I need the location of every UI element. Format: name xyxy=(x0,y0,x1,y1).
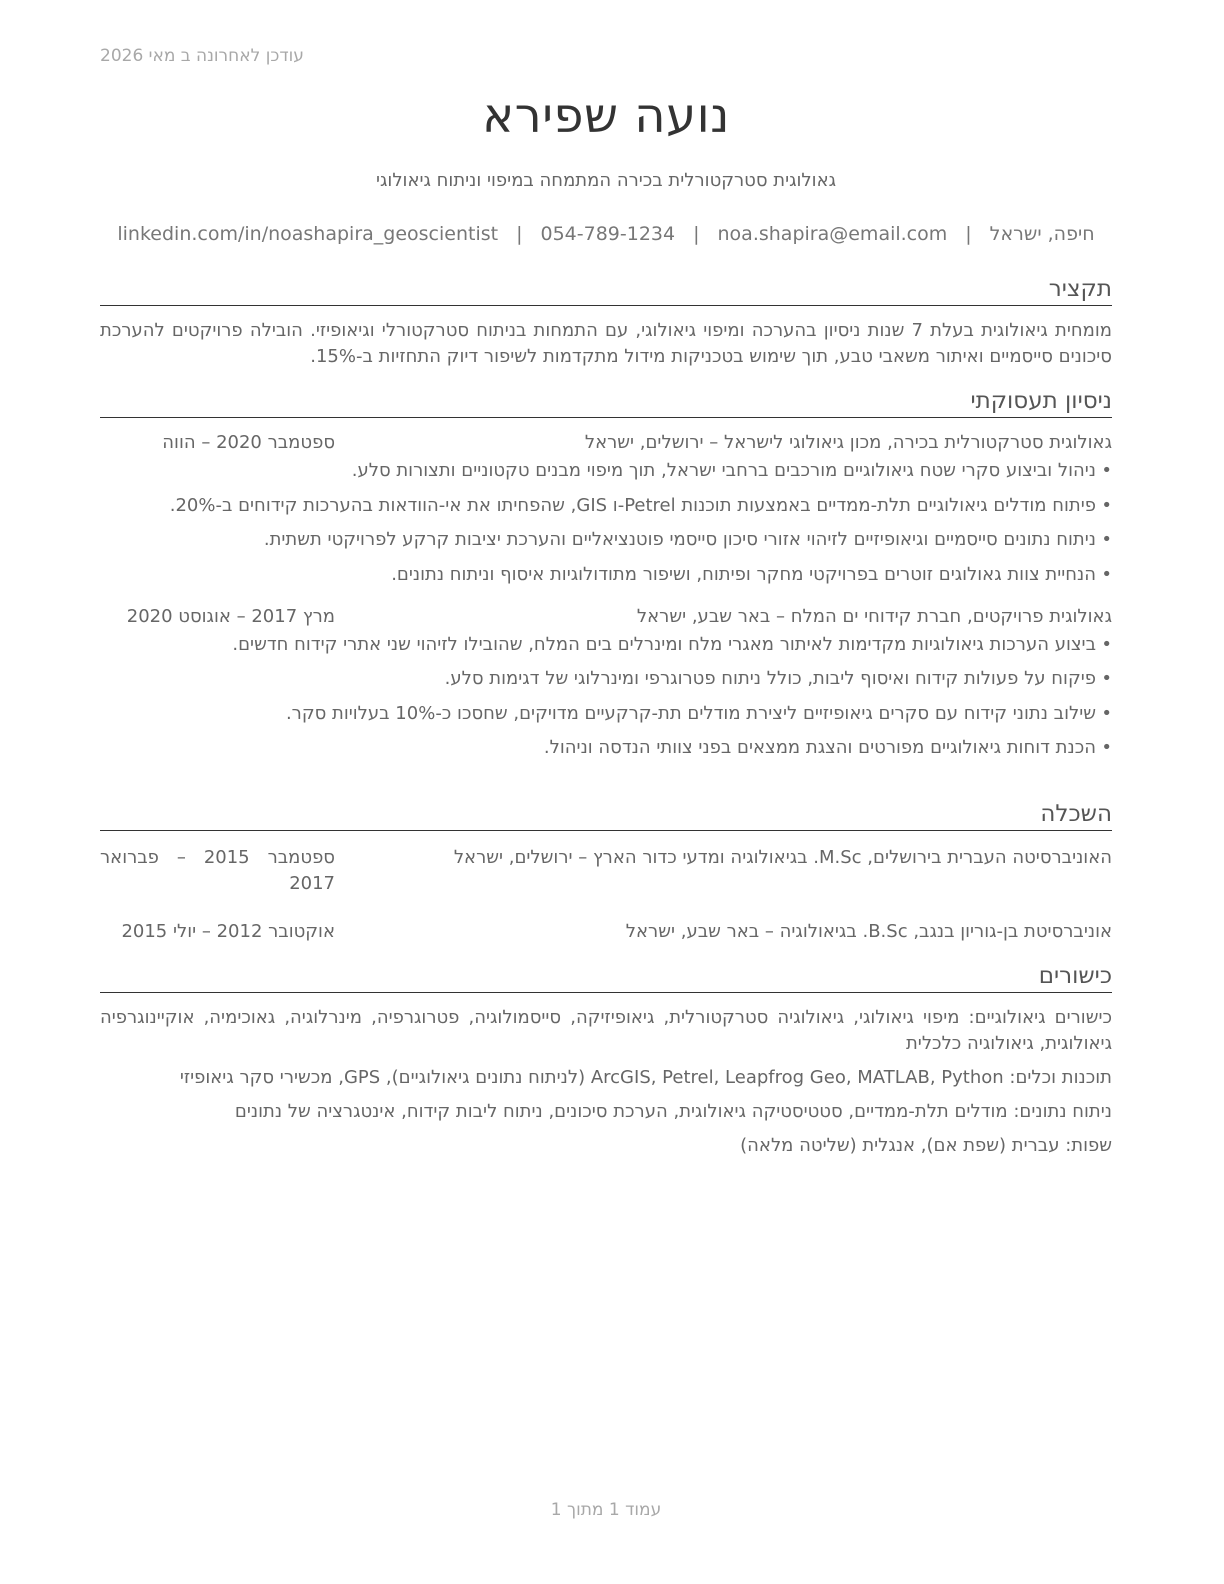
education-section xyxy=(100,800,1112,945)
skills-section xyxy=(100,962,1112,1159)
education-dates: אוקטובר 2012 – יולי 2015 xyxy=(121,921,335,942)
contact-separator: | xyxy=(516,223,523,245)
job-bullets xyxy=(100,458,1112,588)
contact-location: חיפה, ישראל xyxy=(989,223,1095,245)
summary-section xyxy=(100,275,1112,370)
contact-separator: | xyxy=(965,223,972,245)
summary-text: מומחית גיאולוגית בעלת 7 שנות ניסיון בהערכה ומיפוי גיאולוגי, עם התמחות בניתוח סטרקטורלי וגיאופיזי. הובילה פרויקטים להערכת סיכונים סייסמיים ואיתור משאבי טבע, תוך שימוש בטכניקות מידול מתקדמות לשיפור דיוק התחזיות ב-15%. xyxy=(100,320,1112,367)
contact-linkedin[interactable]: linkedin.com/in/noashapira_geoscientist xyxy=(117,223,499,245)
education-entry xyxy=(100,919,1112,945)
contact-phone[interactable]: 054-789-1234 xyxy=(540,223,676,245)
job-bullet: • ניהול וביצוע סקרי שטח גיאולוגיים מורכבים ברחבי ישראל, תוך מיפוי מבנים טקטוניים ותצורות סלע. xyxy=(100,458,1112,484)
skill-line: ניתוח נתונים: מודלים תלת-ממדיים, סטטיסטיקה גיאולוגית, הערכת סיכונים, ניתוח ליבות קידוח, אינטגרציה של נתונים xyxy=(234,1101,1112,1122)
job-title: גאולוגית פרויקטים, חברת קידוחי ים המלח – באר שבע, ישראל xyxy=(636,605,1112,627)
contact-email[interactable]: noa.shapira@email.com xyxy=(717,223,948,245)
education-degree: אוניברסיטת בן-גוריון בנגב, B.Sc. בגיאולוגיה – באר שבע, ישראל xyxy=(625,921,1112,942)
job-bullet: • הכנת דוחות גיאולוגיים מפורטים והצגת ממצאים בפני צוותי הנדסה וניהול. xyxy=(100,735,1112,761)
job-bullet: • שילוב נתוני קידוח עם סקרים גיאופיזיים ליצירת מודלים תת-קרקעיים מדויקים, שחסכו כ-10% בעלויות סקר. xyxy=(100,701,1112,727)
section-title-education: השכלה xyxy=(100,800,1112,831)
job-dates: מרץ 2017 – אוגוסט 2020 xyxy=(126,605,335,627)
candidate-name: נועה שפירא xyxy=(482,88,730,144)
job-bullets xyxy=(100,632,1112,762)
candidate-tagline: גאולוגית סטרקטורלית בכירה המתמחה במיפוי וניתוח גיאולוגי xyxy=(375,170,837,191)
job-dates: ספטמבר 2020 – הווה xyxy=(162,432,335,453)
section-title-summary: תקציר xyxy=(100,275,1112,306)
skill-line: תוכנות וכלים: ArcGIS, Petrel, Leapfrog Geo, MATLAB, Python (לניתוח נתונים גיאולוגיים), GPS, מכשירי סקר גיאופיזי xyxy=(179,1067,1112,1088)
job-bullet: • ניתוח נתונים סייסמיים וגיאופיזיים לזיהוי אזורי סיכון סייסמי פוטנציאליים והערכת יציבות קרקע לפרויקטי תשתית. xyxy=(100,527,1112,553)
job-bullet: • הנחיית צוות גאולוגים זוטרים בפרויקטי מחקר ופיתוח, ושיפור מתודולוגיות איסוף וניתוח נתונים. xyxy=(100,562,1112,588)
section-title-skills: כישורים xyxy=(100,962,1112,993)
job-bullet: • פיקוח על פעולות קידוח ואיסוף ליבות, כולל ניתוח פטרוגרפי ומינרלוגי של דגימות סלע. xyxy=(100,666,1112,692)
skill-line: שפות: עברית (שפת אם), אנגלית (שליטה מלאה) xyxy=(740,1135,1112,1156)
contact-separator: | xyxy=(693,223,700,245)
job-entry xyxy=(100,430,1112,588)
job-header xyxy=(100,604,1112,630)
section-title-experience: ניסיון תעסוקתי xyxy=(100,387,1112,418)
job-title: גאולוגית סטרקטורלית בכירה, מכון גיאולוגי לישראל – ירושלים, ישראל xyxy=(584,432,1112,453)
education-dates: ספטמבר 2015 – פברואר 2017 xyxy=(100,847,335,894)
last-updated-note: עודכן לאחרונה ב מאי 2026 xyxy=(100,46,304,66)
job-bullet: • ביצוע הערכות גיאולוגיות מקדימות לאיתור מאגרי מלח ומינרלים בים המלח, שהובילו לזיהוי שני אתרי קידוח חדשים. xyxy=(100,632,1112,658)
education-degree: האוניברסיטה העברית בירושלים, M.Sc. בגיאולוגיה ומדעי כדור הארץ – ירושלים, ישראל xyxy=(453,847,1112,868)
job-entry xyxy=(100,604,1112,762)
experience-section xyxy=(100,387,1112,770)
skill-line: כישורים גיאולוגיים: מיפוי גיאולוגי, גיאולוגיה סטרקטורלית, גיאופיזיקה, סייסמולוגיה, פטרוגרפיה, מינרלוגיה, גאוכימיה, אוקיינוגרפיה גיאולוגית, גיאולוגיה כלכלית xyxy=(100,1007,1112,1054)
page-number: עמוד 1 מתוך 1 xyxy=(550,1500,662,1520)
resume-page xyxy=(100,0,1112,1584)
job-bullet: • פיתוח מודלים גיאולוגיים תלת-ממדיים באמצעות תוכנות Petrel-ו GIS, שהפחיתו את אי-הוודאות בהערכות קידוחים ב-20%. xyxy=(100,493,1112,519)
contact-line xyxy=(100,223,1112,245)
job-header xyxy=(100,430,1112,456)
education-entry xyxy=(100,845,1112,897)
